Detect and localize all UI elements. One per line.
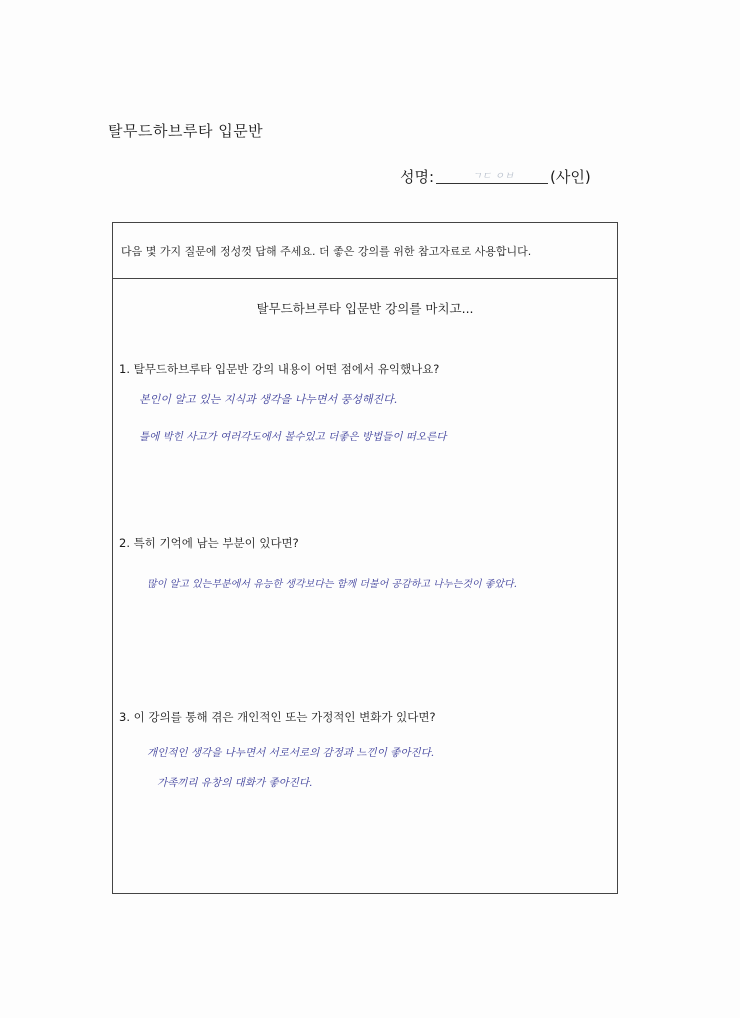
answer-1-line-1: 본인이 알고 있는 지식과 생각을 나누면서 풍성해진다.	[139, 393, 398, 406]
answer-2-line-1: 많이 알고 있는부분에서 유능한 생각보다는 함께 더불어 공감하고 나누는것이 좋았다.	[147, 579, 517, 590]
question-3: 3. 이 강의를 통해 겪은 개인적인 또는 가정적인 변화가 있다면?	[119, 710, 436, 724]
signature-suffix: (사인)	[550, 168, 591, 186]
question-1: 1. 탈무드하브루타 입문반 강의 내용이 어떤 점에서 유익했나요?	[119, 362, 440, 376]
signature-blank	[436, 169, 548, 184]
signature-line	[400, 166, 591, 187]
faint-name-text: ㄱㄷ ㅇㅂ	[472, 171, 514, 182]
answer-3-line-1: 개인적인 생각을 나누면서 서로서로의 감정과 느낀이 좋아진다.	[147, 747, 435, 759]
answer-3-line-2: 가족끼리 유창의 대화가 좋아진다.	[157, 777, 313, 789]
survey-frame	[112, 222, 618, 894]
instruction-text: 다음 몇 가지 질문에 정성껏 답해 주세요. 더 좋은 강의를 위한 참고자료로 사용합니다.	[113, 223, 617, 279]
survey-subheading: 탈무드하브루타 입문반 강의를 마치고...	[256, 301, 474, 316]
signature-label: 성명:	[400, 168, 435, 186]
question-2: 2. 특히 기억에 남는 부분이 있다면?	[119, 536, 299, 550]
document-title: 탈무드하브루타 입문반	[108, 122, 264, 140]
answer-1-line-2: 틀에 박힌 사고가 여러각도에서 볼수있고 더좋은 방법들이 떠오른다	[139, 431, 447, 443]
